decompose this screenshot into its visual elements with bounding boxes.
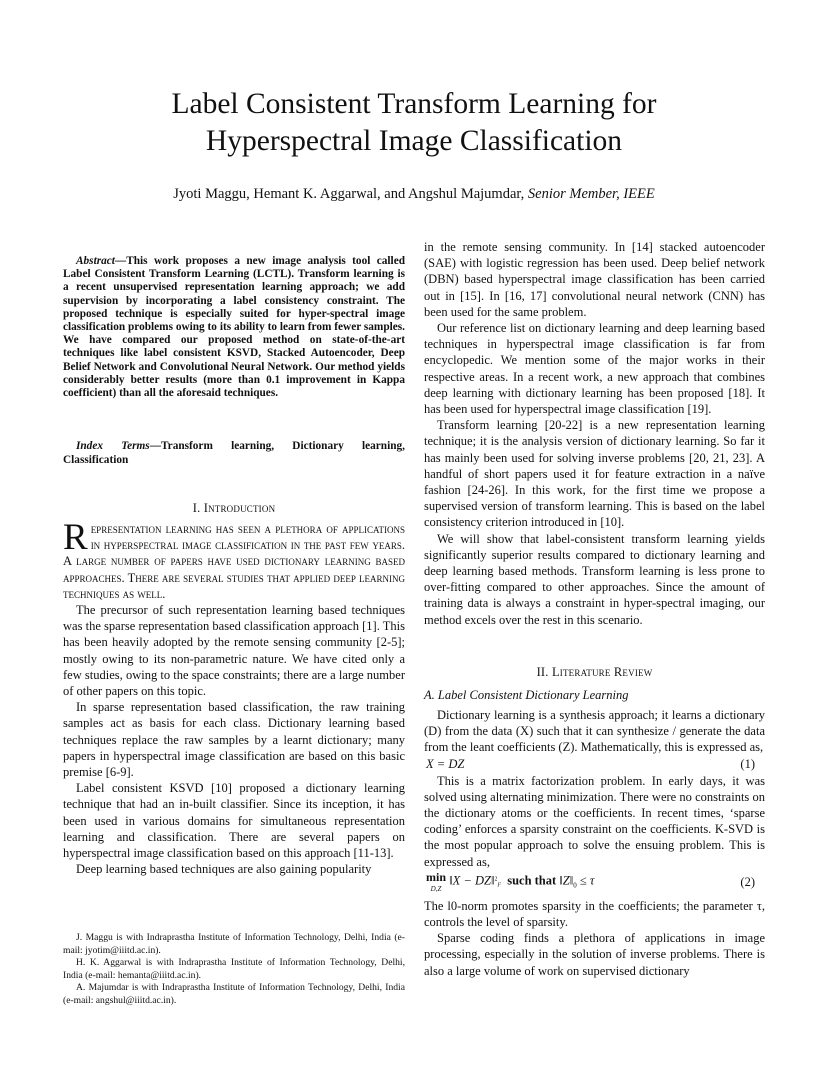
intro-paragraph-1-text: epresentation learning has seen a plethora of applications in hyperspectral image classification in the past few years. A large number of papers have used dictionary learning based approaches. There are several studies that applied deep learning techniques as well. [63,522,405,601]
intro-paragraph-3: In sparse representation based classification, the raw training samples act as basis for each class. Dictionary learning based techniques replace the raw samples by a learnt dictionary; many papers in hyperspectral image classification are based on this basic premise [6-9]. [63,700,405,780]
right-paragraph-1: in the remote sensing community. In [14] stacked autoencoder (SAE) with logistic regression has been used. Deep belief network (DBN) based hyperspectral image classification has been carried out in [15]. In [16, 17] convolutional neural network (CNN) has been used for the same problem. [424,240,765,319]
literature-body [424,707,765,979]
lit-paragraph-3: The l0-norm promotes sparsity in the coefficients; the parameter τ, controls the level of sparsity. [424,898,765,930]
author-names: Jyoti Maggu, Hemant K. Aggarwal, and Angshul Majumdar, [173,186,528,202]
right-paragraph-2: Our reference list on dictionary learning and deep learning based techniques in hyperspectral image classification is far from encyclopedic. We mention some of the major works in their respective areas. In a recent work, a new approach that combines deep learning with dictionary learning has been proposed [18]. It has been used for hyperspectral image classification [19]. [424,321,765,417]
author-membership: Senior Member, IEEE [527,186,655,202]
intro-paragraph-4: Label consistent KSVD [10] proposed a dictionary learning technique that had an in-built classifier. Since its inception, it has been used in various domains for simultaneous representation learning and classification. There are several papers on hyperspectral image classification based on this approach [11-13]. [63,781,405,861]
lit-paragraph-1: Dictionary learning is a synthesis approach; it learns a dictionary (D) from the data (X) such that it can synthesize / generate the data from the leant coefficients (Z). Mathematically, this is expressed as, [424,708,765,755]
equation-2 [424,870,765,898]
right-paragraph-3: Transform learning [20-22] is a new representation learning technique; it is the analysis version of dictionary learning. So far it has mainly been used for solving inverse problems [20, 21, 23]. A handful of short papers used it for feature extraction in a naïve fashion [24-26]. In this work, for the first time we propose a supervised version of transform learning. This is based on the label consistency criterion introduced in [10]. [424,418,765,530]
drop-cap: R [63,517,88,558]
paper-title-line-2: Hyperspectral Image Classification [205,125,623,157]
footnote-1: J. Maggu is with Indraprastha Institute of Information Technology, Delhi, India (e-mail: jyotim@iiitd.ac.in). [63,932,405,956]
abstract [63,255,405,400]
paper-title [60,86,768,160]
equation-2-expression: min D,Z ‖X − DZ‖$^2_F$ such that $‖Z‖_0 \le \tau$ [426,869,595,893]
lit-paragraph-2: This is a matrix factorization problem. In early days, it was solved using alternating minimization. There were no constraints on the dictionary atoms or the coefficients. In recent times, ‘sparse coding’ enforces a sparsity constraint on the coefficients. K-SVD is the most popular approach to solve the ensuing problem. This is expressed as, [424,773,765,869]
equation-1-expression: X = DZ [426,756,465,771]
index-terms-text: —Transform learning, Dictionary learning, Classification [63,440,405,466]
subsection-heading: A. Label Consistent Dictionary Learning [424,688,629,702]
intro-paragraph-2: The precursor of such representation learning based techniques was the sparse representation based classification approach [1]. This has been heavily adopted by the remote sensing community [2-5]; mostly owing to its non-parametric nature. We have cited only a few studies, owing to the space constraints; there are a large number of other papers on this topic. [63,603,405,699]
intro-paragraph-5: Deep learning based techniques are also gaining popularity [76,862,372,877]
equation-1-number: (1) [740,756,755,771]
footnotes [63,932,405,1008]
equation-1 [424,756,765,773]
paper-title-line-1: Label Consistent Transform Learning for [171,88,657,120]
author-list [40,186,788,203]
abstract-text: —This work proposes a new image analysis tool called Label Consistent Transform Learning (LCTL). Transform learning is a recent unsupervised representation learning approach; we add supervision by incorporating a label consistency constraint. The proposed technique is especially suited for hyper-spectral image classification problems owing to its ability to learn from fewer samples. We have compared our proposed method on state-of-the-art techniques like label consistent KSVD, Stacked Autoencoder, Deep Belief Network and Convolutional Neural Network. Our method yields considerably better results (more than 0.1 improvement in Kappa coefficient) than all the aforesaid techniques. [63,255,405,400]
section-heading-literature-review: II. Literature Review [536,665,653,679]
right-paragraph-4: We will show that label-consistent transform learning yields significantly superior results compared to dictionary learning and deep learning based methods. Transform learning is less prone to over-fitting compared to other approaches. Since the amount of training data is always a constraint in hyper-spectral imaging, our method excels over the rest in this scenario. [424,531,765,627]
lit-paragraph-4: Sparse coding finds a plethora of applications in image processing, especially in the solution of inverse problems. There is also a large volume of work on supervised dictionary [424,931,765,978]
equation-2-number: (2) [740,874,755,889]
abstract-label: Abstract [76,255,115,267]
right-column-body [424,239,765,628]
index-terms-label: Index Terms [76,440,150,452]
section-heading-introduction: I. Introduction [192,501,276,515]
footnote-3: A. Majumdar is with Indraprastha Institute of Information Technology, Delhi, India (e-mail: angshul@iiitd.ac.in). [63,982,405,1006]
footnote-2: H. K. Aggarwal is with Indraprastha Institute of Information Technology, Delhi, India (e-mail: hemanta@iiitd.ac.in). [63,957,405,981]
index-terms [63,439,405,467]
intro-paragraph-1 [63,517,405,602]
introduction-body [63,517,405,877]
